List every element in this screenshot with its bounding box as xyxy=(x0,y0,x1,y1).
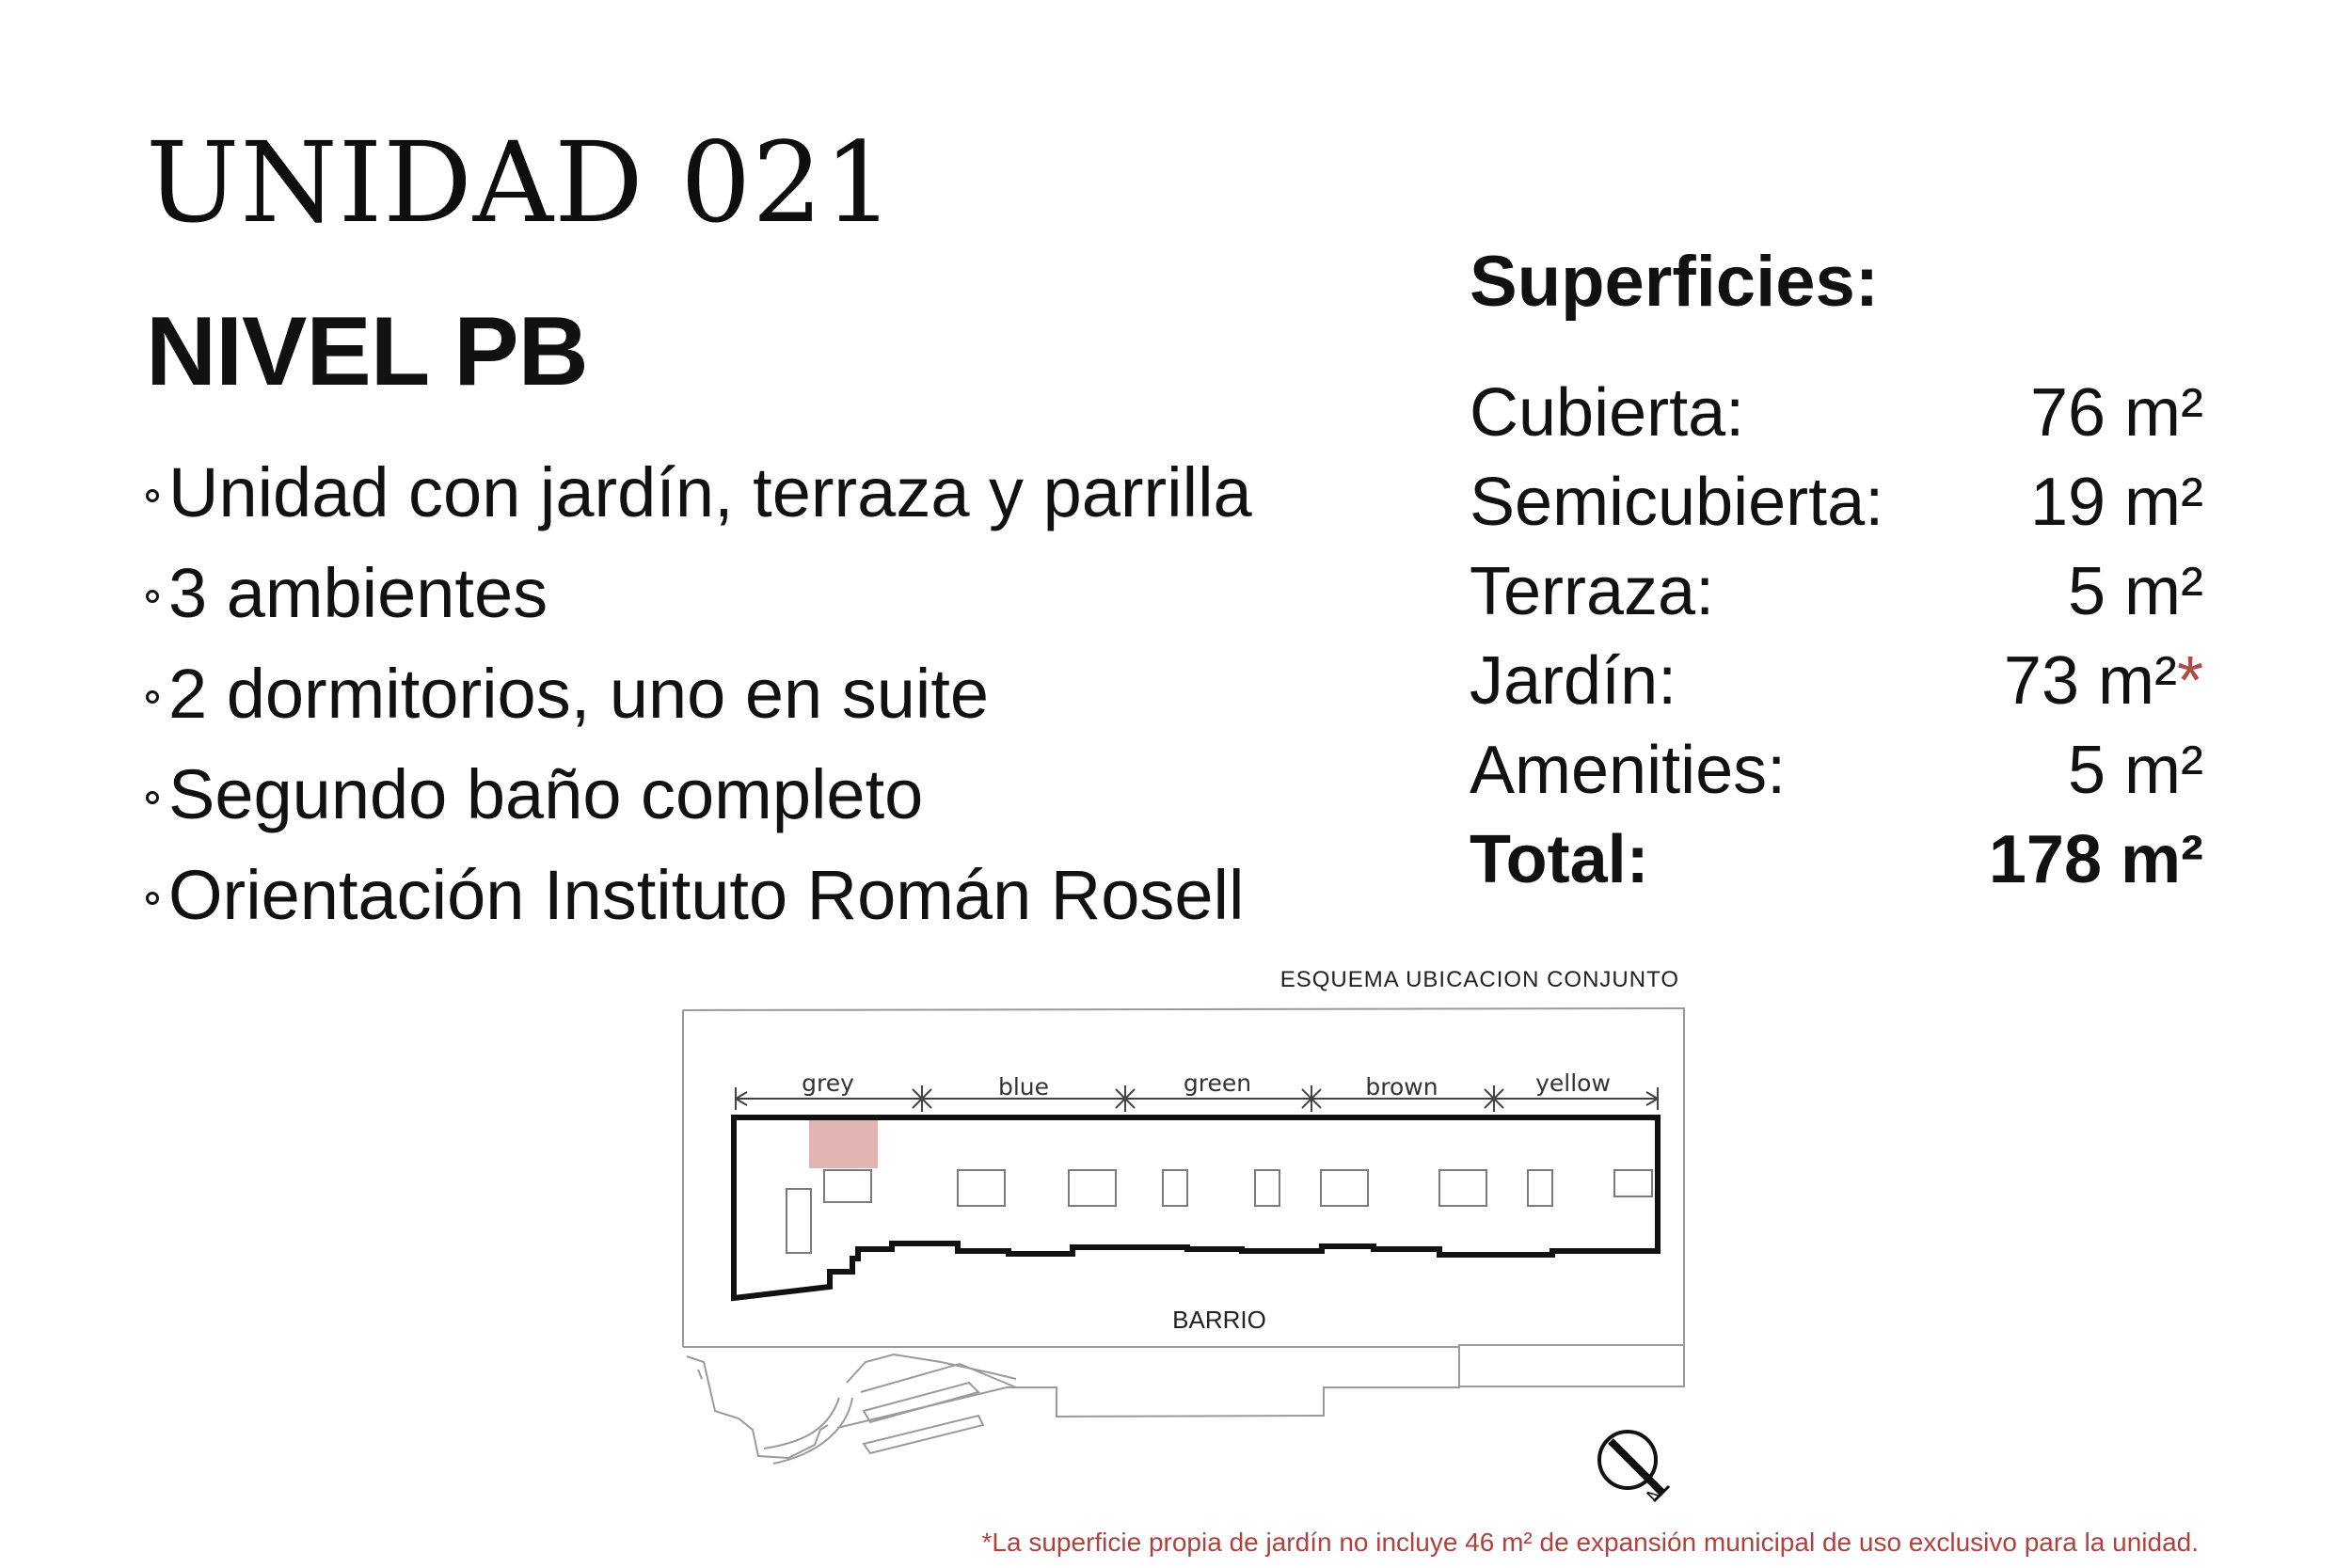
feature-text: Orientación Instituto Román Rosell xyxy=(168,856,1245,934)
barrio-label: BARRIO xyxy=(1172,1306,1266,1334)
surface-label: Semicubierta: xyxy=(1470,465,1884,540)
interior-boxes xyxy=(787,1170,1652,1253)
compass-north-label: N xyxy=(1643,1483,1667,1507)
surface-value: 76 m² xyxy=(2029,375,2203,451)
surface-value: 5 m² xyxy=(2068,554,2203,629)
section-label-brown: brown xyxy=(1365,1073,1438,1101)
surface-label: Amenities: xyxy=(1470,733,1787,808)
surface-label: Cubierta: xyxy=(1470,375,1745,451)
section-label-yellow: yellow xyxy=(1535,1069,1611,1097)
footnote-asterisk: * xyxy=(2176,643,2203,719)
surface-value: 19 m² xyxy=(2029,465,2203,540)
feature-text: Segundo baño completo xyxy=(168,755,924,833)
surface-total-value: 178 m² xyxy=(1988,822,2203,897)
site-plan-title: ESQUEMA UBICACION CONJUNTO xyxy=(1279,967,1679,992)
feature-text: 3 ambientes xyxy=(168,554,548,632)
footnote: *La superficie propia de jardín no incluye 46 m² de expansión municipal de uso exclusivo para la unidad. xyxy=(981,1528,2199,1557)
surfaces-heading: Superficies: xyxy=(1470,242,1880,322)
surface-label: Jardín: xyxy=(1470,643,1677,719)
section-label-blue: blue xyxy=(997,1073,1050,1101)
section-label-green: green xyxy=(1183,1069,1252,1097)
surface-value: 5 m² xyxy=(2068,733,2203,808)
section-label-grey: grey xyxy=(802,1069,854,1097)
highlighted-unit xyxy=(809,1119,878,1168)
unit-title: UNIDAD 021 xyxy=(146,118,896,247)
feature-text: Unidad con jardín, terraza y parrilla xyxy=(168,453,1252,531)
surface-value-number: 73 m² xyxy=(2003,643,2177,719)
surface-total-label: Total: xyxy=(1470,822,1649,897)
surface-label: Terraza: xyxy=(1470,554,1715,629)
level-title: NIVEL PB xyxy=(146,297,588,406)
feature-text: 2 dormitorios, uno en suite xyxy=(168,655,990,733)
